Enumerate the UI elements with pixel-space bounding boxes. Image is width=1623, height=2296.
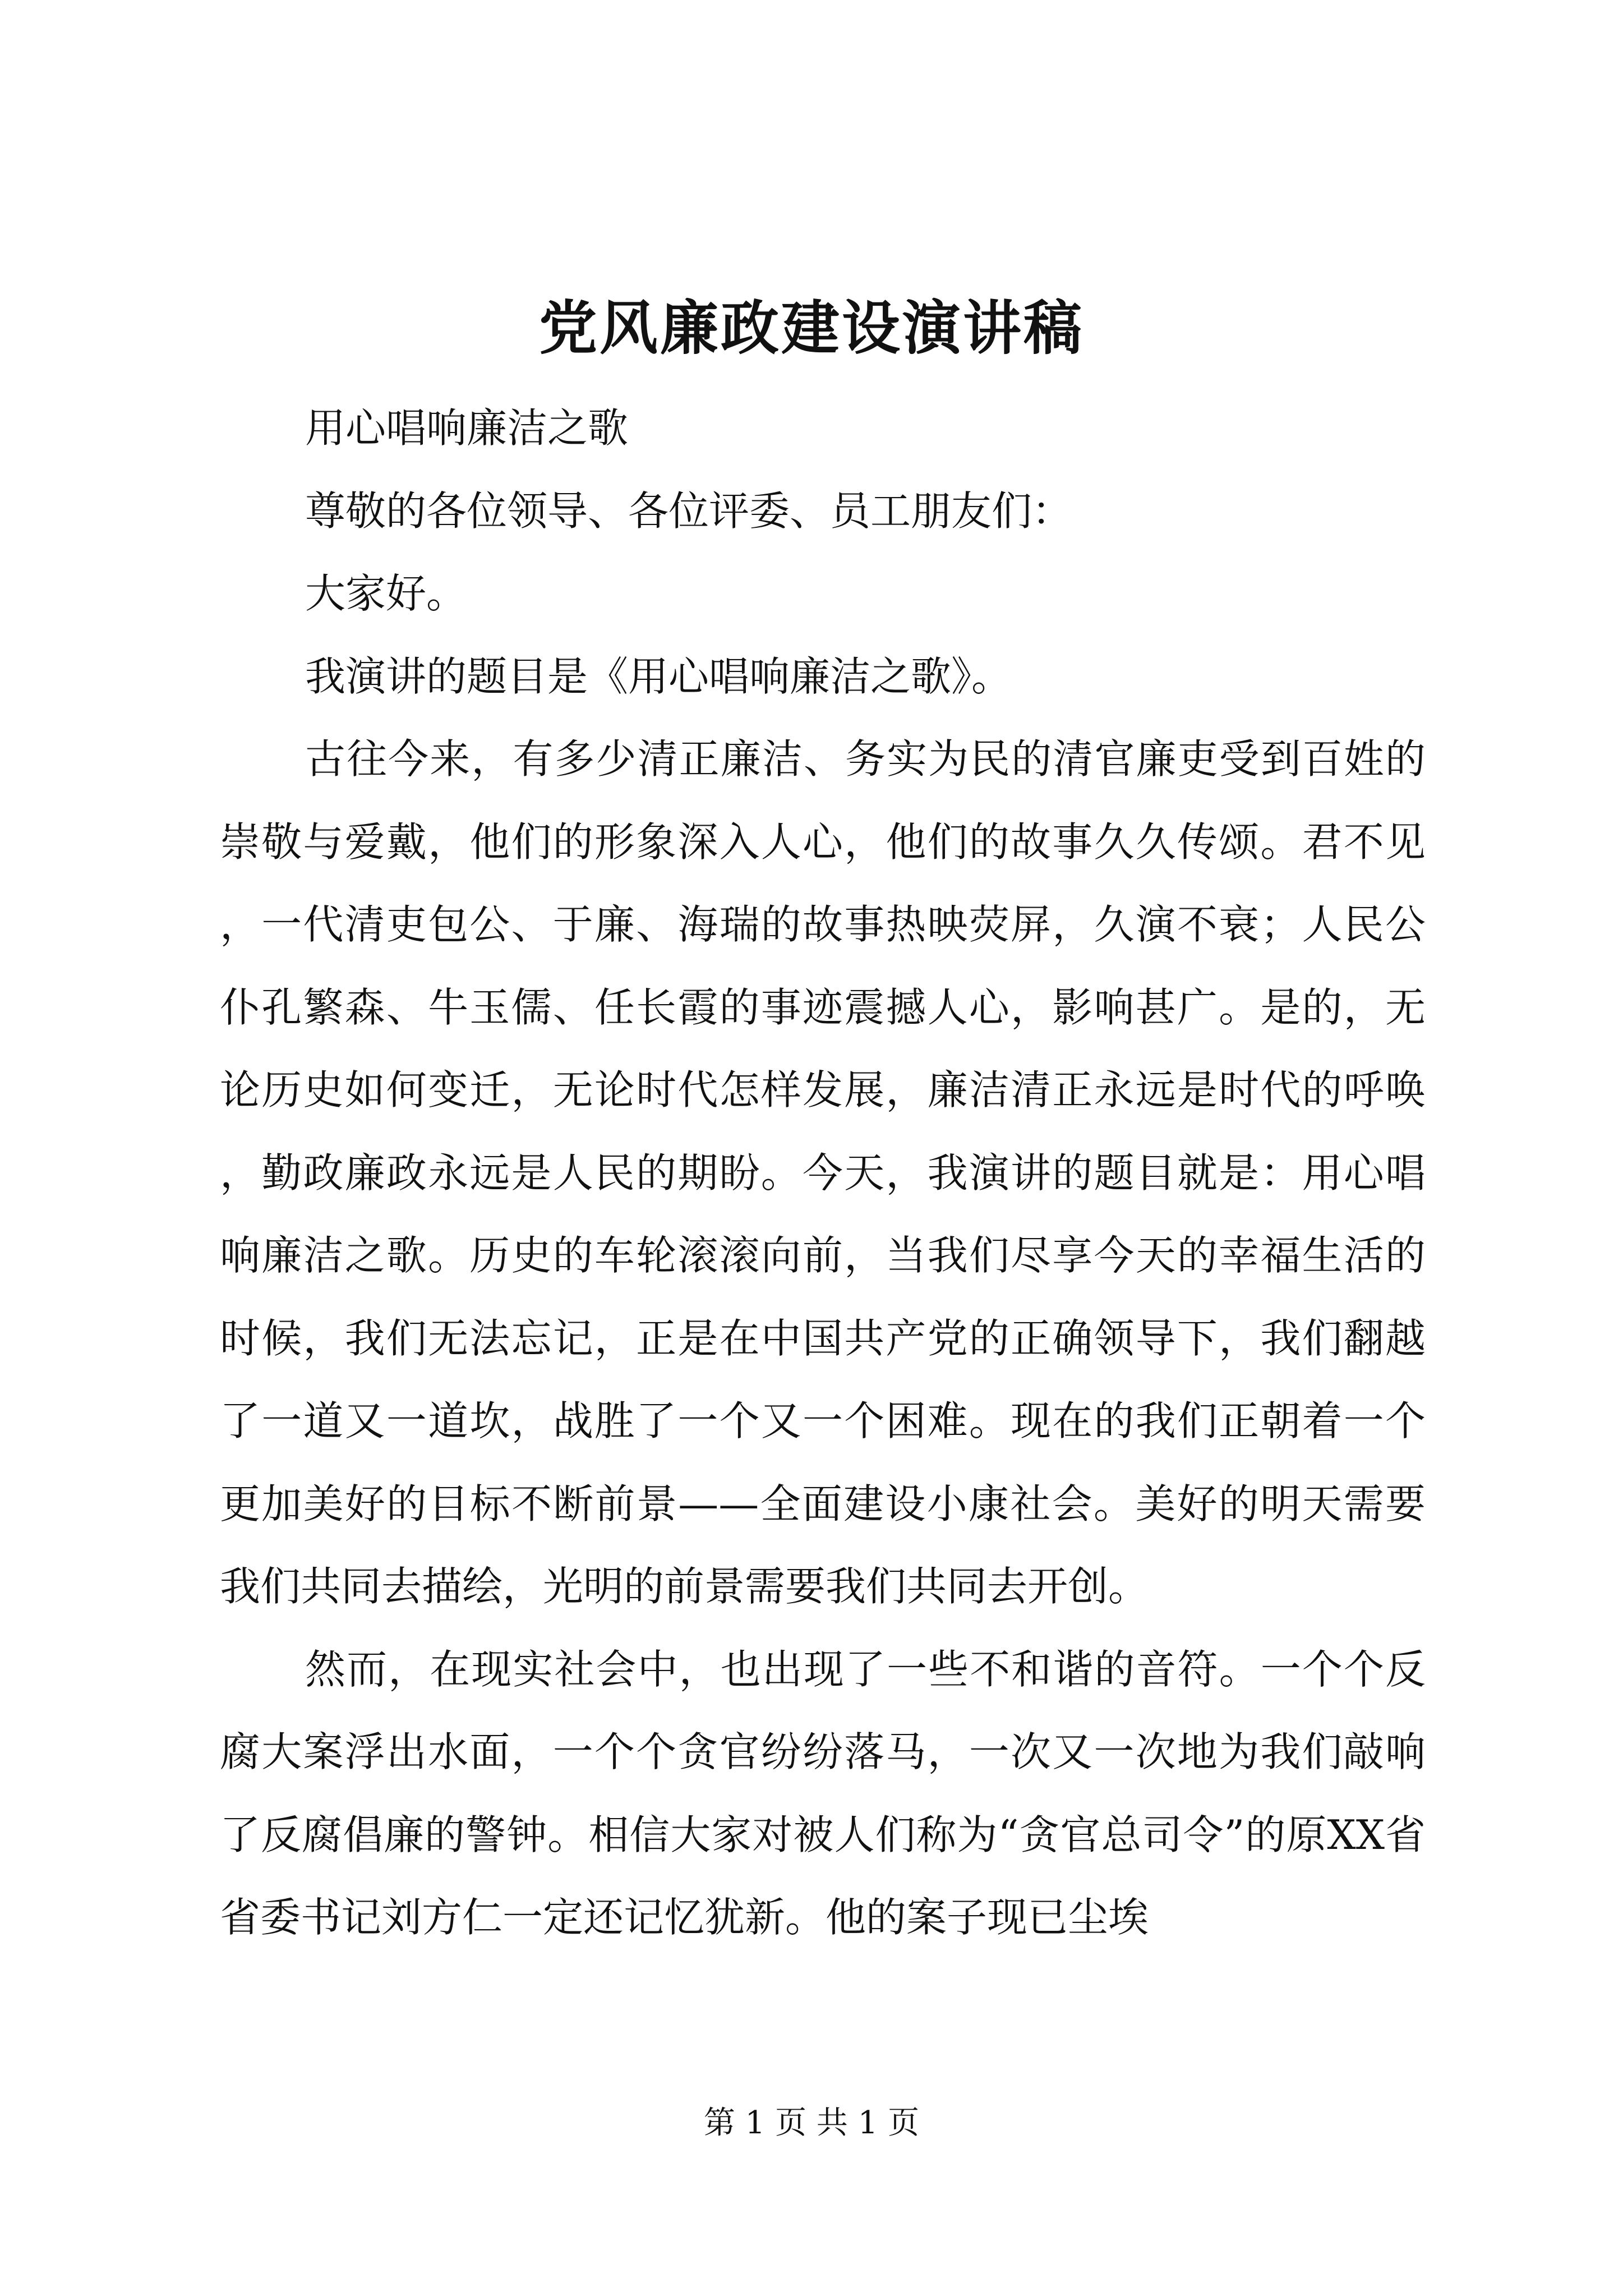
paragraph-greeting: 大家好。 [305, 570, 467, 617]
paragraph-salutation: 尊敬的各位领导、各位评委、员工朋友们： [305, 487, 1073, 535]
paragraph-body-1: 古往今来，有多少清正廉洁、务实为民的清官廉吏受到百姓的崇敬与爱戴，他们的形象深入人心，他们的故事久久传颂。君不见，一代清吏包公、于廉、海瑞的故事热映荧屏，久演不衰；人民公仆孔繁森、牛玉儒、任长霞的事迹震撼人心，影响甚广。是的，无论历史如何变迁，无论时代怎样发展，廉洁清正永远是时代的呼唤，勤政廉政永远是人民的期盼。今天，我演讲的题目就是：用心唱响廉洁之歌。历史的车轮滚滚向前，当我们尽享今天的幸福生活的时候，我们无法忘记，正是在中国共产党的正确领导下，我们翻越了一道又一道坎，战胜了一个又一个困难。现在的我们正朝着一个更加美好的目标不断前景——全面建设小康社会。美好的明天需要我们共同去描绘，光明的前景需要我们共同去开创。 [220, 735, 1426, 1610]
page-footer: 第 1 页 共 1 页 [703, 2105, 920, 2141]
paragraph-subtitle: 用心唱响廉洁之歌 [305, 404, 629, 452]
paragraph-topic: 我演讲的题目是《用心唱响廉洁之歌》。 [305, 652, 1012, 700]
paragraph-body-2: 然而，在现实社会中，也出现了一些不和谐的音符。一个个反腐大案浮出水面，一个个贪官纷纷落马，一次又一次地为我们敲响了反腐倡廉的警钟。相信大家对被人们称为“贪官总司令”的原XX省省委书记刘方仁一定还记忆犹新。他的案子现已尘埃 [220, 1645, 1426, 1941]
document-body [220, 387, 1426, 1959]
document-title: 党风廉政建设演讲稿 [538, 293, 1084, 362]
